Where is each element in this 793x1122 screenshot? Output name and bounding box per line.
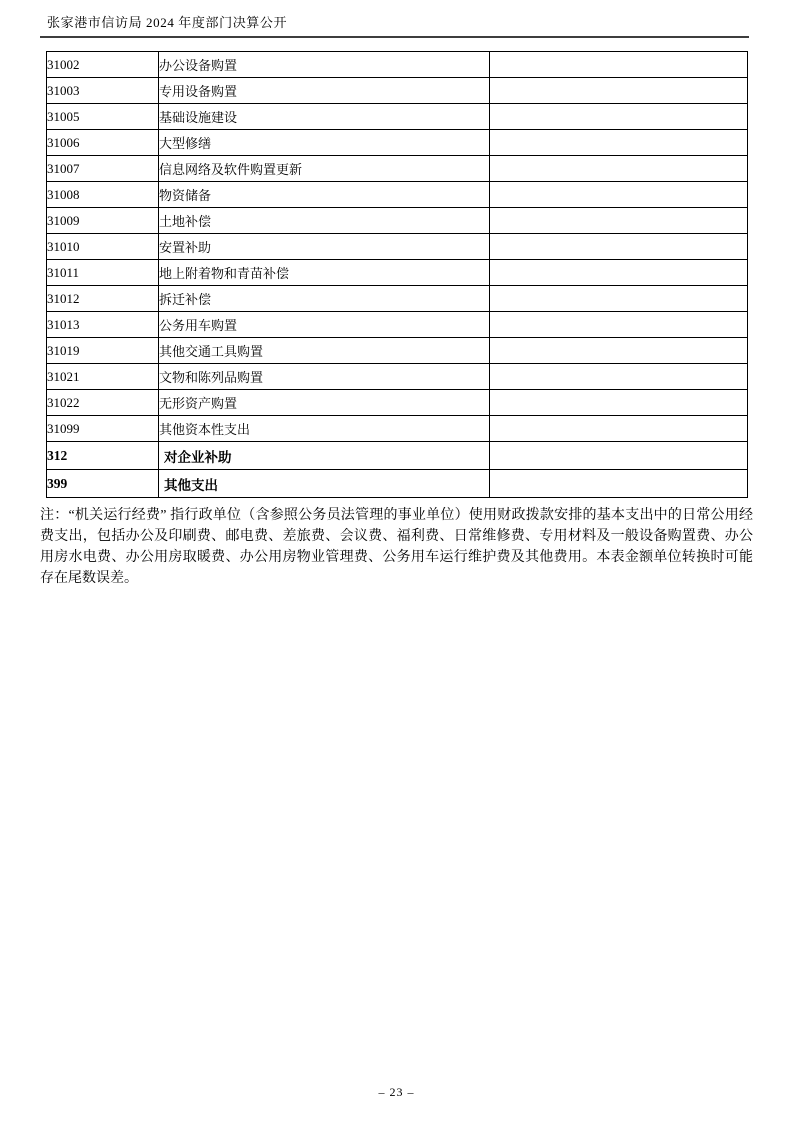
table-row	[47, 52, 748, 78]
table-row	[47, 104, 748, 130]
label-cell: 专用设备购置	[159, 78, 490, 104]
table-row	[47, 338, 748, 364]
table-row	[47, 130, 748, 156]
header-rule	[40, 36, 749, 38]
value-cell	[490, 390, 748, 416]
table-row	[47, 442, 748, 470]
value-cell	[490, 52, 748, 78]
value-cell	[490, 104, 748, 130]
value-cell	[490, 470, 748, 498]
table-row	[47, 364, 748, 390]
code-cell: 31019	[47, 338, 159, 364]
table-row	[47, 286, 748, 312]
label-cell: 无形资产购置	[159, 390, 490, 416]
value-cell	[490, 234, 748, 260]
label-cell: 其他交通工具购置	[159, 338, 490, 364]
expenditure-table-body	[47, 52, 748, 498]
code-cell: 31021	[47, 364, 159, 390]
code-cell: 31022	[47, 390, 159, 416]
table-row	[47, 234, 748, 260]
label-cell: 土地补偿	[159, 208, 490, 234]
label-cell: 其他支出	[159, 470, 490, 498]
table-row	[47, 156, 748, 182]
table-row	[47, 260, 748, 286]
table-note: 注：“机关运行经费” 指行政单位（含参照公务员法管理的事业单位）使用财政拨款安排的基本支出中的日常公用经费支出，包括办公及印刷费、邮电费、差旅费、会议费、福利费、日常维修费、专用材料及一般设备购置费、办公用房水电费、办公用房取暖费、办公用房物业管理费、公务用车运行维护费及其他费用。本表金额单位转换时可能存在尾数误差。	[40, 508, 753, 586]
code-cell: 31099	[47, 416, 159, 442]
table-row	[47, 182, 748, 208]
code-cell: 31010	[47, 234, 159, 260]
code-cell: 31009	[47, 208, 159, 234]
table-row	[47, 78, 748, 104]
label-cell: 对企业补助	[159, 442, 490, 470]
code-cell: 31012	[47, 286, 159, 312]
value-cell	[490, 208, 748, 234]
code-cell: 31013	[47, 312, 159, 338]
value-cell	[490, 364, 748, 390]
code-cell: 31005	[47, 104, 159, 130]
label-cell: 其他资本性支出	[159, 416, 490, 442]
value-cell	[490, 156, 748, 182]
label-cell: 大型修缮	[159, 130, 490, 156]
code-cell: 31003	[47, 78, 159, 104]
value-cell	[490, 312, 748, 338]
label-cell: 物资储备	[159, 182, 490, 208]
label-cell: 办公设备购置	[159, 52, 490, 78]
code-cell: 312	[47, 442, 159, 470]
value-cell	[490, 338, 748, 364]
document-header	[40, 12, 753, 38]
code-cell: 31006	[47, 130, 159, 156]
value-cell	[490, 260, 748, 286]
page-number: – 23 –	[378, 1085, 415, 1099]
label-cell: 文物和陈列品购置	[159, 364, 490, 390]
value-cell	[490, 442, 748, 470]
table-row	[47, 470, 748, 498]
value-cell	[490, 182, 748, 208]
table-row	[47, 416, 748, 442]
code-cell: 31002	[47, 52, 159, 78]
label-cell: 公务用车购置	[159, 312, 490, 338]
value-cell	[490, 416, 748, 442]
document-header-title: 张家港市信访局 2024 年度部门决算公开	[47, 15, 288, 30]
code-cell: 31008	[47, 182, 159, 208]
label-cell: 信息网络及软件购置更新	[159, 156, 490, 182]
code-cell: 399	[47, 470, 159, 498]
label-cell: 安置补助	[159, 234, 490, 260]
table-row	[47, 208, 748, 234]
table-row	[47, 390, 748, 416]
value-cell	[490, 286, 748, 312]
label-cell: 基础设施建设	[159, 104, 490, 130]
value-cell	[490, 78, 748, 104]
label-cell: 拆迁补偿	[159, 286, 490, 312]
label-cell: 地上附着物和青苗补偿	[159, 260, 490, 286]
code-cell: 31011	[47, 260, 159, 286]
expenditure-table	[46, 51, 748, 498]
table-row	[47, 312, 748, 338]
value-cell	[490, 130, 748, 156]
code-cell: 31007	[47, 156, 159, 182]
